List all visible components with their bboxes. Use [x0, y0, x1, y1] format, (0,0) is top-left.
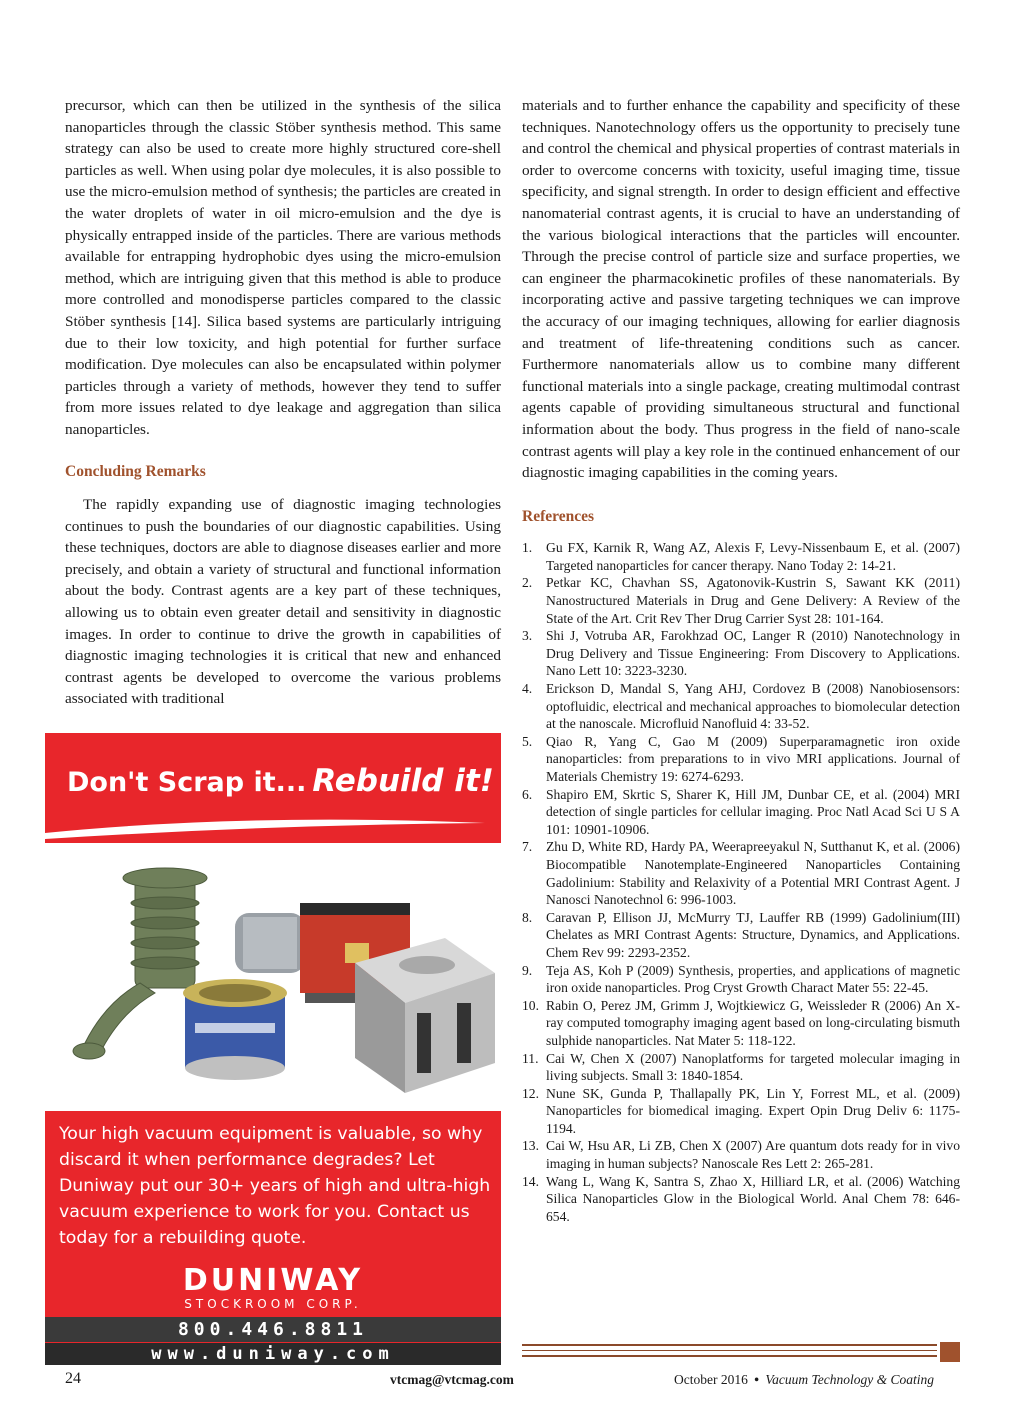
reference-text: Shi J, Votruba AR, Farokhzad OC, Langer R (2010) Nanotechnology in Drug Delivery and Tissue Engineering: From Discovery to Applications. Nano Lett 10: 3223-3230.: [546, 628, 960, 679]
reference-item: [522, 786, 960, 839]
reference-item: [522, 733, 960, 786]
reference-text: Cai W, Hsu AR, Li ZB, Chen X (2007) Are quantum dots ready for in vivo imaging in human subjects? Nanoscale Res Lett 2: 265-281.: [546, 1138, 960, 1172]
reference-item: [522, 838, 960, 908]
reference-item: [522, 539, 960, 574]
reference-text: Rabin O, Perez JM, Grimm J, Wojtkiewicz G, Weissleder R (2006) An X-ray computed tomography imaging agent based on long-circulating bismuth sulphide nanoparticles. Nat Mater 5: 118-122.: [546, 997, 960, 1048]
reference-text: Caravan P, Ellison JJ, McMurry TJ, Lauffer RB (1999) Gadolinium(III) Chelates as MRI Contrast Agents: Structure, Dynamics, and Applications. Chem Rev 99: 2293-2352.: [546, 909, 960, 960]
reference-text: Erickson D, Mandal S, Yang AHJ, Cordovez B (2008) Nanobiosensors: optofluidic, electrical and mechanical approaches to biomolecular detection at the nanoscale. Microfluid Nanofluid 4: 33-52.: [546, 681, 960, 732]
ad-headline: [67, 763, 494, 799]
company-subtitle: STOCKROOM CORP.: [184, 1297, 362, 1311]
section-heading-references: References: [522, 507, 595, 525]
reference-number: 1.: [522, 540, 533, 556]
vacuum-pump-illustration: [45, 843, 501, 1111]
reference-item: [522, 574, 960, 627]
ad-body-text: Your high vacuum equipment is valuable, so why discard it when performance degrades? Let Duniway put our 30+ years of high and ultra-high vacuum experience to work for you. Contact us today for a rebuilding quote.: [59, 1124, 491, 1248]
footer-square: [940, 1342, 960, 1362]
reference-number: 12.: [522, 1085, 539, 1101]
reference-number: 6.: [522, 786, 533, 802]
reference-item: [522, 1137, 960, 1172]
body-paragraph: precursor, which can then be utilized in the synthesis of the silica nanoparticles through the classic Stöber synthesis method. This same strategy can also be used to create more highly structured core-shell particles as well. When using polar dye molecules, it is also possible to use the micro-emulsion method of synthesis; the particles are created in the water droplets of water in oil micro-emulsion and the dye is physically entrapped inside of the particles. There are various methods available for entrapping hydrophobic dyes using the micro-emulsion method, which are intriguing given that this method is able to produce more controlled and monodisperse particles compared to the classic Stöber synthesis [14]. Silica based systems are particularly intriguing due to their low toxicity, and high potential for further surface modification. Dye molecules can also be encapsulated within polymer particles through a variety of methods, however they tend to suffer from more issues related to dye leakage and aggregation than silica nanoparticles.: [65, 97, 501, 438]
reference-number: 13.: [522, 1138, 539, 1154]
body-paragraph: materials and to further enhance the capability and specificity of these techniques. Nanotechnology offers us the opportunity to precisely tune and control the chemical and physical properties of contrast materials in order to overcome concerns with toxicity, useful imaging time, tissue specificity, and signal strength. In order to design efficient and effective nanomaterial contrast agents, it is crucial to have an understanding of the various biological interactions that the particles will encounter. Through the precise control of particle size and surface properties, we can engineer the pharmacokinetic profiles of these nanomaterials. By incorporating active and passive targeting techniques we can improve the accuracy of our imaging techniques, allowing for earlier diagnosis and treatment of life-threatening conditions such as cancer. Furthermore nanomaterials allow us to combine many different functional materials into a single package, creating multimodal contrast agents capable of providing simultaneous structural and functional information about the body. Thus progress in the field of nano-scale contrast agents will play a key role in the continued enhancement of our diagnostic imaging capabilities in the coming years.: [522, 97, 960, 482]
swoosh-graphic: [45, 811, 501, 841]
reference-item: [522, 680, 960, 733]
magazine-title: Vacuum Technology & Coating: [765, 1372, 934, 1387]
right-column: [522, 95, 960, 1225]
reference-text: Qiao R, Yang C, Gao M (2009) Superparamagnetic iron oxide nanoparticles: from preparations to in vivo MRI applications. Journal of Materials Chemistry 19: 6274-6293.: [546, 733, 960, 784]
reference-item: [522, 1050, 960, 1085]
reference-number: 14.: [522, 1173, 539, 1189]
duniway-logo: DUNIWAY: [182, 1263, 364, 1298]
reference-text: Nune SK, Gunda P, Thallapally PK, Lin Y, Forrest ML, et al. (2009) Nanoparticles for biomedical imaging. Expert Opin Drug Deliv 6: 1175-1194.: [546, 1085, 960, 1136]
reference-number: 5.: [522, 733, 533, 749]
reference-text: Petkar KC, Chavhan SS, Agatonovik-Kustrin S, Sawant KK (2011) Nanostructured Materials in Drug and Gene Delivery: A Review of the State of the Art. Crit Rev Ther Drug Carrier Syst 28: 101-164.: [546, 575, 960, 626]
ad-headline-lead: Don't Scrap it...: [67, 767, 307, 798]
reference-number: 8.: [522, 909, 533, 925]
reference-item: [522, 1085, 960, 1138]
separator-bullet: •: [754, 1372, 759, 1387]
reference-text: Teja AS, Koh P (2009) Synthesis, properties, and applications of magnetic iron oxide nanoparticles. Prog Cryst Growth Charact Mater 55: 22-45.: [546, 962, 960, 996]
reference-text: Wang L, Wang K, Santra S, Zhao X, Hilliard LR, et al. (2006) Watching Silica Nanoparticles Glow in the Biological World. Anal Chem 78: 646-654.: [546, 1173, 960, 1224]
ad-phone-number[interactable]: 800.446.8811: [45, 1317, 501, 1342]
issue-date: October 2016: [674, 1372, 748, 1387]
section-heading-concluding-remarks: Concluding Remarks: [65, 462, 206, 480]
reference-number: 3.: [522, 628, 533, 644]
body-paragraph: The rapidly expanding use of diagnostic imaging technologies continues to push the boundaries of our diagnostic capabilities. Using these techniques, doctors are able to diagnose diseases earlier and more precisely, and obtain a variety of structural and functional information about the body. Contrast agents are a key part of these techniques, allowing us to obtain even greater detail and sensitivity in diagnostic images. In order to continue to drive the growth in capabilities of diagnostic imaging technologies it is critical that new and enhanced contrast agents be developed to overcome the various problems associated with traditional: [65, 496, 501, 708]
reference-number: 7.: [522, 839, 533, 855]
advertisement[interactable]: [45, 733, 501, 1365]
reference-item: [522, 1173, 960, 1226]
reference-text: Zhu D, White RD, Hardy PA, Weerapreeyakul N, Sutthanut K, et al. (2006) Biocompatible Nanotemplate-Engineered Nanoparticles Containing Gadolinium: Stability and Relaxivity of a Potential MRI Contrast Agent. J Nanosci Nanotechnol 6: 996-1003.: [546, 839, 960, 908]
reference-item: [522, 962, 960, 997]
footer-issue: [674, 1372, 934, 1388]
reference-number: 2.: [522, 575, 533, 591]
reference-item: [522, 997, 960, 1050]
reference-number: 4.: [522, 681, 533, 697]
reference-item: [522, 627, 960, 680]
page-number: 24: [65, 1370, 81, 1387]
reference-number: 9.: [522, 962, 533, 978]
ad-headline-emphasis: Rebuild it!: [312, 763, 494, 799]
footer-email[interactable]: vtcmag@vtcmag.com: [390, 1372, 514, 1387]
reference-list: [522, 539, 960, 1225]
reference-number: 10.: [522, 997, 539, 1013]
footer-rule: [522, 1350, 937, 1351]
reference-number: 11.: [522, 1050, 539, 1066]
vacuum-equipment-photo: [45, 843, 501, 1111]
ad-website-link[interactable]: www.duniway.com: [45, 1343, 501, 1365]
left-column: [65, 95, 501, 710]
footer-rule: [522, 1344, 937, 1346]
reference-text: Gu FX, Karnik R, Wang AZ, Alexis F, Levy-Nissenbaum E, et al. (2007) Targeted nanoparticles for cancer therapy. Nano Today 2: 14-21.: [546, 540, 960, 573]
reference-text: Cai W, Chen X (2007) Nanoplatforms for targeted molecular imaging in living subjects. Small 3: 1840-1854.: [546, 1050, 960, 1084]
footer-rule: [522, 1355, 937, 1357]
reference-item: [522, 909, 960, 962]
reference-text: Shapiro EM, Skrtic S, Sharer K, Hill JM, Dunbar CE, et al. (2004) MRI detection of single particles for cellular imaging. Proc Natl Acad Sci U S A 101: 10901-10906.: [546, 786, 960, 837]
